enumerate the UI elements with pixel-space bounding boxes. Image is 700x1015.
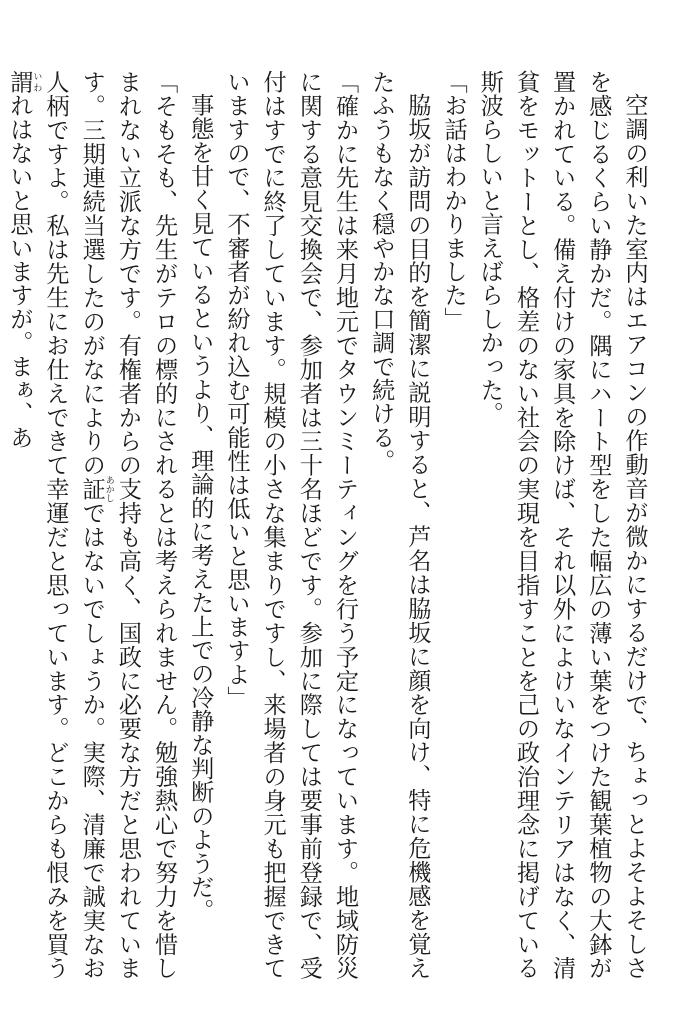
paragraph-1: 空調の利いた室内はエアコンの作動音が微かにするだけで、ちょっとよそよそしさを感じるくらい静かだ。隅にハート型をした幅広の薄い葉をつけた観葉植物の大鉢が置かれている。備え付けの家具を除けば、それ以外によけいなインテリアはなく、清貧をモットーとし、格差のない社会の実現を目指すことを己の政治理念に掲げている斯波らしいと言えばらしかった。	[476, 70, 648, 980]
paragraph-4: 「確かに先生は来月地元でタウンミーティングを行う予定になっています。地域防災に関する意見交換会で、参加者は三十名ほどです。参加に際しては要事前登録で、受付はすでに終了しています。規模の小さな集まりですし、来場者の身元も把握できていますので、不審者が紛れ込む可能性は低いと思いますよ」	[222, 70, 359, 980]
ruby-akashi	[78, 475, 114, 503]
ruby-iware-base: 謂	[5, 70, 33, 94]
ruby-akashi-base: 証	[78, 475, 106, 503]
paragraph-6-part-c: れはないと思いますが。まぁ、あ	[5, 93, 33, 450]
ruby-akashi-reading: あかし	[103, 475, 114, 503]
paragraph-3: 脇坂が訪問の目的を簡潔に説明すると、芦名は脇坂に顔を向け、特に危機感を覚えたふうもなく穏やかな口調で続ける。	[367, 70, 431, 980]
paragraph-6-part-b: ではないでしょうか。実際、清廉で誠実なお人柄ですよ。私は先生にお仕えできて幸運だと思っています。どこからも恨みを買う	[42, 70, 106, 980]
paragraph-2: 「お話はわかりました」	[440, 70, 468, 331]
ruby-iware	[5, 70, 42, 94]
paragraph-6-part-a: 「そもそも、先生がテロの標的にされるとは考えられません。勉強熱心で努力を惜しまれない立派な方です。有権者からの支持も高く、国政に必要な方だと思われています。三期連続当選したのがなによりの	[78, 70, 178, 980]
paragraph-5: 事態を甘く見ているというより、理論的に考えた上での冷静な判断のようだ。	[186, 93, 214, 923]
vertical-text-body	[5, 70, 652, 980]
paragraph-6	[1, 70, 182, 980]
ruby-iware-reading: いわ	[31, 70, 42, 94]
